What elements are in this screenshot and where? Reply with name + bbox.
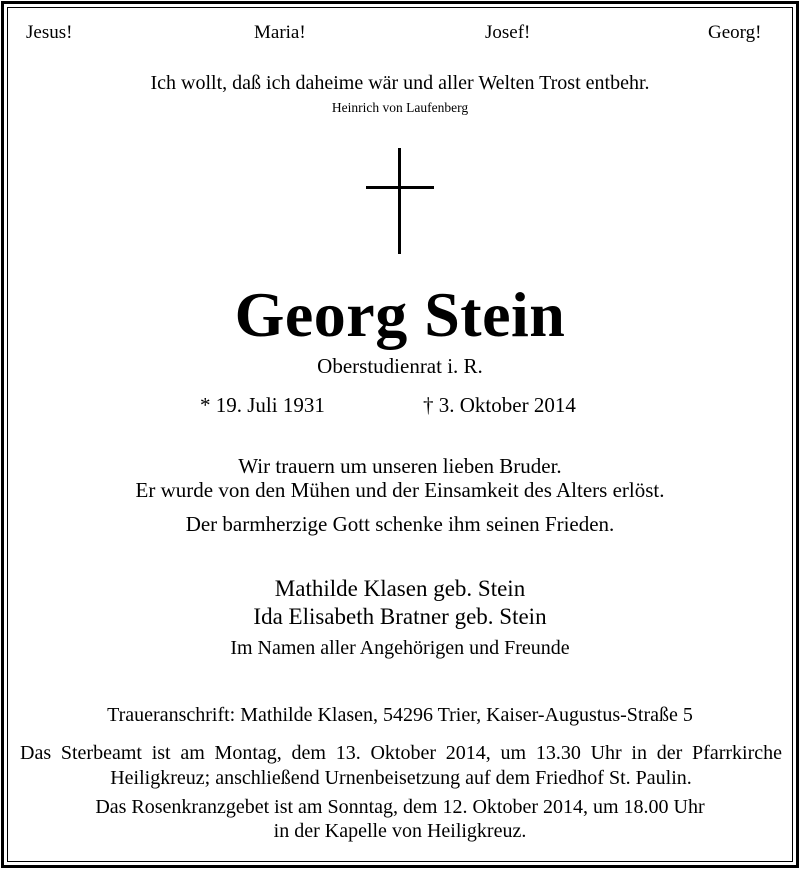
header-word-maria: Maria! [254,22,306,43]
rosary-info-line-2: in der Kapelle von Heiligkreuz. [273,820,527,842]
header-word-josef: Josef! [485,22,531,43]
mourners-others: Im Namen aller Angehörigen und Freunde [230,637,570,659]
message-line-2: Er wurde von den Mühen und der Einsamkeit des Alters erlöst. [135,478,665,502]
requiem-info: Das Sterbeamt ist am Montag, dem 13. Oktober 2014, um 13.30 Uhr in der Pfarrkirche Heiligkreuz; anschließend Urnenbeisetzung auf dem Friedhof St. Paulin. [20,742,782,789]
mourner-2: Ida Elisabeth Bratner geb. Stein [253,604,547,629]
deceased-name: Georg Stein [234,279,566,350]
rosary-info-line-1: Das Rosenkranzgebet ist am Sonntag, dem 12. Oktober 2014, um 18.00 Uhr [95,796,705,818]
mourning-address: Traueranschrift: Mathilde Klasen, 54296 Trier, Kaiser-Augustus-Straße 5 [107,704,693,726]
quote-author: Heinrich von Laufenberg [331,100,469,115]
header-word-georg: Georg! [708,22,762,43]
message-line-1: Wir trauern um unseren lieben Bruder. [238,454,562,478]
mourner-1: Mathilde Klasen geb. Stein [274,576,526,601]
message-line-3: Der barmherzige Gott schenke ihm seinen Frieden. [185,512,615,536]
deceased-title: Oberstudienrat i. R. [317,354,483,378]
inner-border [7,7,793,862]
quote: Ich wollt, daß ich daheime wär und aller Welten Trost entbehr. [150,72,650,94]
header-word-jesus: Jesus! [26,22,73,43]
death-date: † 3. Oktober 2014 [423,393,576,417]
birth-date: * 19. Juli 1931 [200,393,325,417]
